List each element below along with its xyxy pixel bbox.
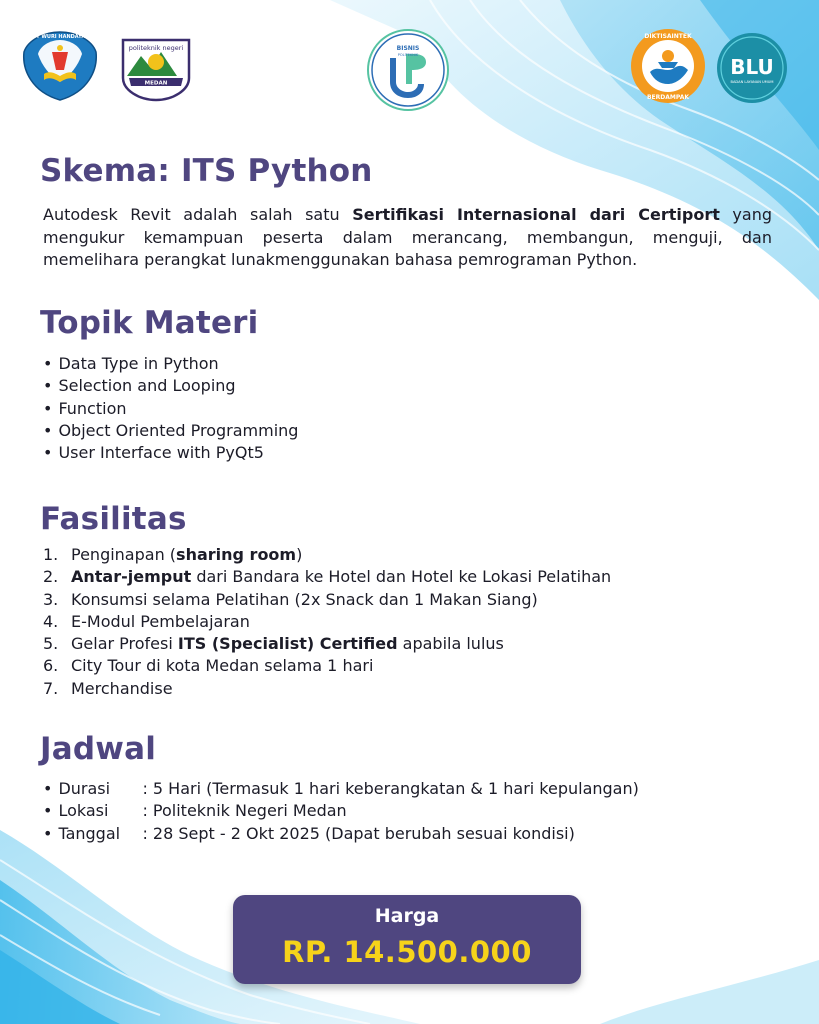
list-item: • Function [43,398,298,420]
list-text: Antar-jemput dari Bandara ke Hotel dan Hotel ke Lokasi Pelatihan [71,567,612,587]
skema-desc-part1: Autodesk Revit adalah salah satu [43,205,353,224]
list-item: • Selection and Looping [43,375,298,397]
fasilitas-list [43,544,611,700]
skema-desc-part2: yang mengukur kemampuan peserta dalam merancang, membangun, menguji, dan memelihara perangkat lunakmenggunakan bahasa pemrograman Python. [43,205,773,269]
topik-materi-list [43,353,298,464]
jadwal-value: : 5 Hari (Termasuk 1 hari keberangkatan & 1 hari kepulangan) [142,779,639,798]
jadwal-label: Tanggal [58,823,121,843]
list-text: Penginapan (sharing room) [71,545,303,564]
list-item: • User Interface with PyQt5 [43,442,298,464]
bullet-dot: • [43,823,53,843]
list-item [43,566,611,588]
list-item [43,611,611,633]
price-label: Harga [374,905,440,927]
list-text: City Tour di kota Medan selama 1 hari [71,656,374,676]
tutwuri-logo-text: TUT WURI HANDAYANI [28,34,92,40]
price-box [233,895,581,984]
skema-title: Skema: ITS Python [40,153,373,189]
tut-wuri-handayani-logo [22,30,98,102]
list-text: Merchandise [71,678,173,698]
diktisaintek-logo-top-text: DIKTISAINTEK [644,33,692,40]
list-item [43,778,639,800]
list-item [43,678,611,700]
blu-logo-subtitle: BADAN LAYANAN UMUM [730,80,774,84]
list-item: • Object Oriented Programming [43,420,298,442]
list-item [43,633,611,655]
ubisnis-logo-text-2: POLITEKNIK [397,53,419,57]
list-item [43,544,611,566]
list-number: 7. [43,678,59,698]
diktisaintek-berdampak-logo [630,28,706,104]
list-number: 3. [43,589,59,609]
bullet-dot: • [43,801,53,821]
list-item: • Data Type in Python [43,353,298,375]
politeknik-negeri-medan-logo [119,30,193,102]
polmed-logo-bottom-text: MEDAN [144,80,168,87]
topik-materi-title: Topik Materi [40,305,259,341]
price-value: RP. 14.500.000 [282,935,532,969]
blu-logo-title: BLU [730,55,774,79]
list-number: 4. [43,611,59,631]
jadwal-label: Durasi [58,779,111,798]
list-item [43,823,639,845]
skema-desc-bold: Sertifikasi Internasional dari Certiport [352,205,720,224]
blu-logo [716,32,788,104]
diktisaintek-logo-bottom-text: BERDAMPAK [646,94,690,101]
jadwal-value: : 28 Sept - 2 Okt 2025 (Dapat berubah sesuai kondisi) [142,823,575,843]
jadwal-list [43,778,639,845]
ubisnis-logo-text-1: BISNIS [396,45,420,52]
fasilitas-title: Fasilitas [40,501,187,537]
skema-description [43,204,772,272]
list-number: 2. [43,567,59,587]
list-text: Gelar Profesi ITS (Specialist) Certified apabila lulus [71,634,504,654]
jadwal-title: Jadwal [40,731,157,767]
list-text: Konsumsi selama Pelatihan (2x Snack dan 1 Makan Siang) [71,589,538,609]
list-item [43,589,611,611]
jadwal-value: : Politeknik Negeri Medan [142,801,347,821]
jadwal-label: Lokasi [58,801,109,821]
list-number: 6. [43,656,59,676]
list-number: 1. [43,545,59,564]
list-text: E-Modul Pembelajaran [71,611,250,631]
unit-bisnis-logo [366,28,450,112]
list-number: 5. [43,634,59,654]
list-item [43,800,639,822]
polmed-logo-top-text: politeknik negeri [128,44,184,52]
bullet-dot: • [43,779,53,798]
list-item [43,655,611,677]
